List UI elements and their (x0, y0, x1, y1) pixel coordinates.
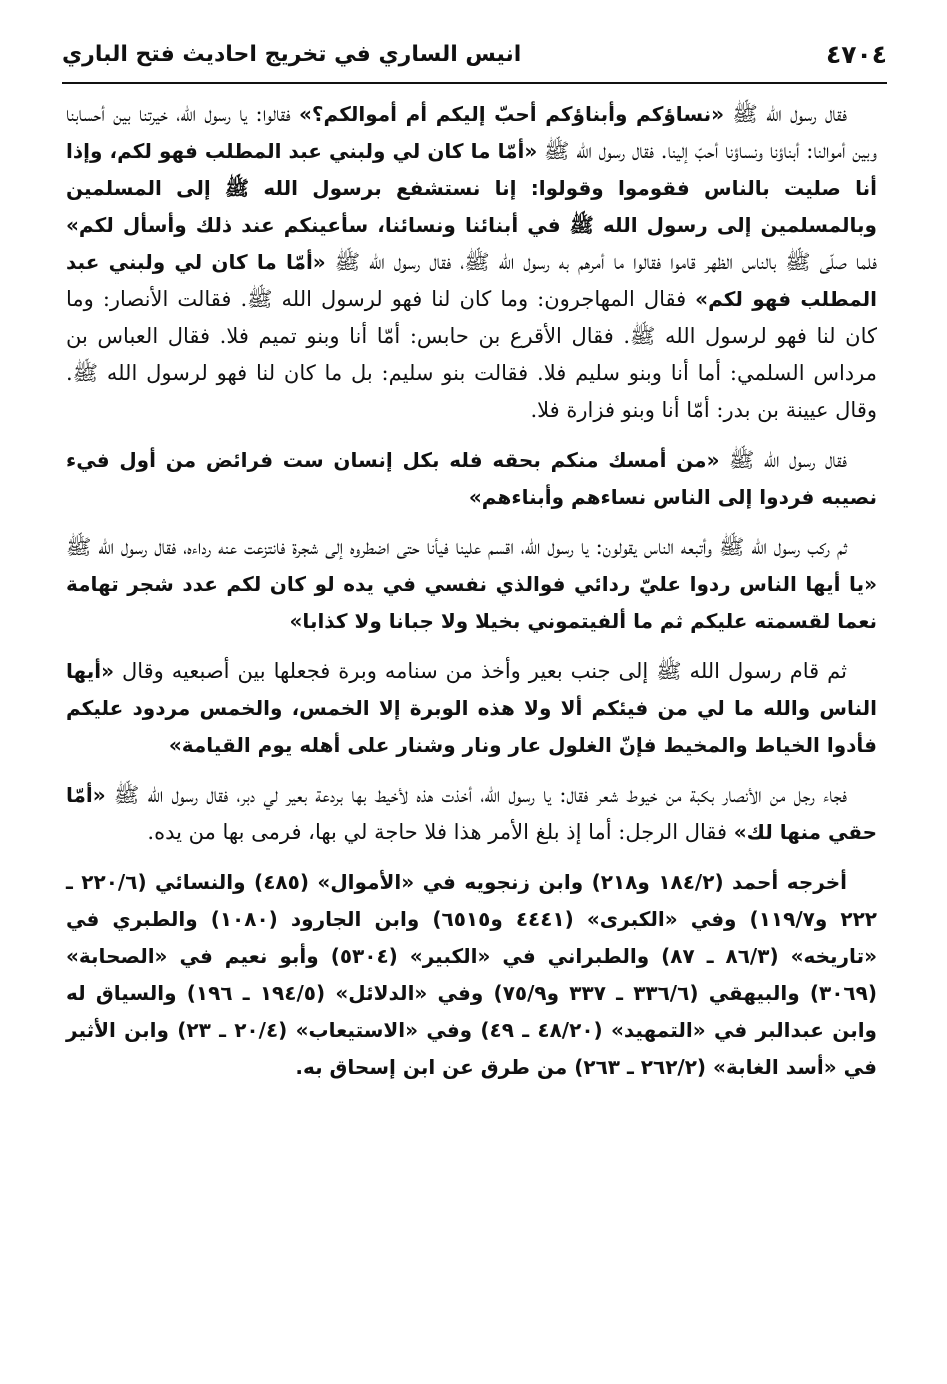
hadith-quote: «من أمسك منكم بحقه فله بكل إنسان ست فرائض من أول فيء نصيبه فردوا إلى الناس نساءهم وأبناءهم» (66, 448, 877, 509)
header-rule (62, 82, 887, 84)
hadith-quote: «أيها الناس والله ما لي من فيئكم ألا ولا هذه الوبرة إلا الخمس، والخمس مردود عليكم فأدوا الخياط والمخيط فإنّ الغلول عار ونار وشنار على أهله يوم القيامة» (66, 659, 877, 757)
running-title: انيس الساري في تخريج احاديث فتح الباري (62, 42, 522, 67)
narration-text: ثم قام رسول الله ﷺ إلى جنب بعير وأخذ من سنامه وبرة فجعلها بين أصبعيه وقال (114, 659, 847, 683)
narration-text: فقال رسول الله ﷺ (719, 448, 847, 472)
narration-text: فلما صلّى ﷺ بالناس الظهر قاموا فقالوا ما أمرهم به رسول الله ﷺ، فقال رسول الله ﷺ (325, 250, 877, 274)
text-paragraph (66, 96, 877, 429)
page-header (62, 36, 887, 84)
page-body (66, 96, 877, 1099)
hadith-quote: «أمّا حقي منها لك» (66, 783, 877, 844)
citation-text: أخرجه أحمد (١٨٤/٢ و٢١٨) وابن زنجويه في «الأموال» (٤٨٥) والنسائي (٢٢٠/٦ ـ ٢٢٢ و١١٩/٧) وفي «الكبرى» (٤٤٤١ و٦٥١٥) وابن الجارود (١٠٨٠) والطبري في «تاريخه» (٨٦/٣ ـ ٨٧) والطبراني في «الكبير» (٥٣٠٤) وأبو نعيم في «الصحابة» (٣٠٦٩) والبيهقي (٣٣٦/٦ ـ ٣٣٧ و٧٥/٩) وفي «الدلائل» (١٩٤/٥ ـ ١٩٦) والسياق له وابن عبدالبر في «التمهيد» (٤٨/٢٠ ـ ٤٩) وفي «الاستيعاب» (٢٠/٤ ـ ٢٣) وابن الأثير في «أسد الغابة» (٢٦٢/٢ ـ ٢٦٣) من طرق عن ابن إسحاق به. (66, 870, 877, 1079)
narration-text: فجاء رجل من الأنصار بكبة من خيوط شعر فقال: يا رسول الله، أخذت هذه لأخيط بها بردعة بعير لي دبر، فقال رسول الله ﷺ (105, 783, 847, 807)
text-paragraph (66, 653, 877, 764)
narration-text: فقال المهاجرون: وما كان لنا فهو لرسول الله ﷺ. فقالت الأنصار: وما كان لنا فهو لرسول الله ﷺ. فقال الأقرع بن حابس: أمّا أنا وبنو تميم فلا. فقال العباس بن مرداس السلمي: أما أنا وبنو سليم فلا. فقالت بنو سليم: بل ما كان لنا فهو لرسول الله ﷺ. وقال عيينة بن بدر: أمّا أنا وبنو فزارة فلا. (66, 287, 877, 422)
narration-text: فقال رسول الله ﷺ (724, 102, 847, 126)
page-number: ٤٧٠٤ (825, 40, 887, 69)
hadith-quote: «أمّا ما كان لي ولبني عبد المطلب فهو لكم، وإذا أنا صليت بالناس فقوموا وقولوا: إنا نستشفع برسول الله ﷺ إلى المسلمين وبالمسلمين إلى رسول الله ﷺ في أبنائنا ونسائنا، سأعينكم عند ذلك وأسأل لكم» (66, 139, 877, 237)
hadith-quote: «نساؤكم وأبناؤكم أحبّ إليكم أم أموالكم؟» (299, 102, 725, 126)
narration-text: فقالوا: يا رسول الله، خيرتنا بين أحسابنا وبين أموالنا: أبناؤنا ونساؤنا أحبّ إلينا. فقال رسول الله ﷺ (66, 102, 877, 163)
narration-text: فقال الرجل: أما إذ بلغ الأمر هذا فلا حاجة لي بها، فرمى بها من يده. (147, 820, 734, 844)
text-paragraph (66, 777, 877, 851)
text-paragraph (66, 864, 877, 1086)
hadith-quote: «يا أيها الناس ردوا عليّ ردائي فوالذي نفسي في يده لو كان لكم عدد شجر تهامة نعما لقسمته عليكم ثم ما ألفيتموني بخيلا ولا جبانا ولا كذابا» (66, 572, 877, 633)
text-paragraph (66, 529, 877, 640)
hadith-quote: «أمّا ما كان لي ولبني عبد المطلب فهو لكم» (66, 250, 877, 311)
text-paragraph (66, 442, 877, 516)
narration-text: ثم ركب رسول الله ﷺ وأتبعه الناس يقولون: يا رسول الله، اقسم علينا فيأنا حتى اضطروه إلى شجرة فانتزعت عنه رداءه، فقال رسول الله ﷺ (66, 535, 847, 559)
